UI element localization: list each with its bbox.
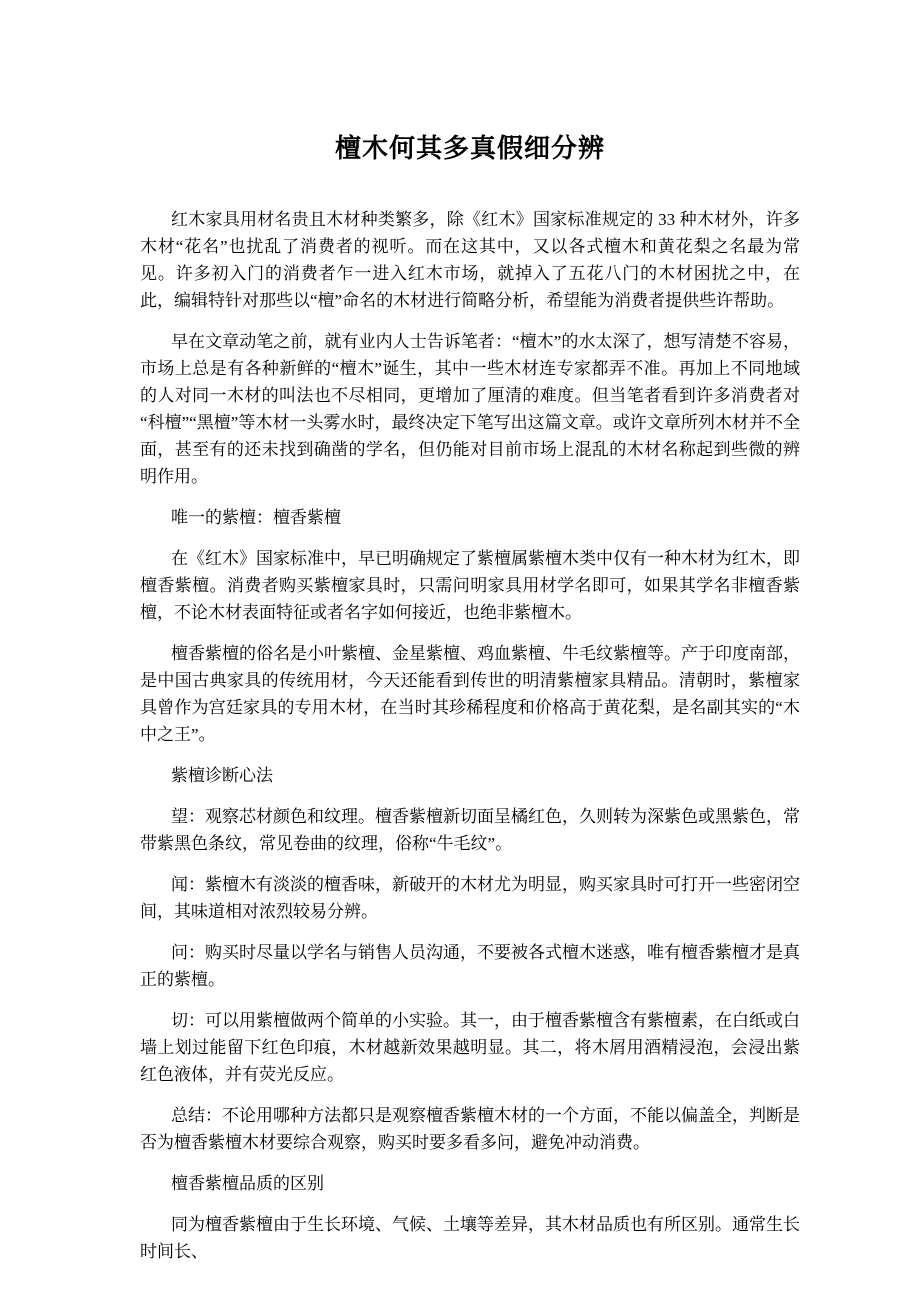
paragraph: 檀香紫檀的俗名是小叶紫檀、金星紫檀、鸡血紫檀、牛毛纹紫檀等。产于印度南部，是中国古典家具的传统用材，今天还能看到传世的明清紫檀家具精品。清朝时，紫檀家具曾作为宫廷家具的专用木材，在当时其珍稀程度和价格高于黄花梨，是名副其实的“木中之王”。 (140, 644, 800, 744)
paragraph: 切：可以用紫檀做两个简单的小实验。其一，由于檀香紫檀含有紫檀素，在白纸或白墙上划过能留下红色印痕，木材越新效果越明显。其二，将木屑用酒精浸泡，会浸出紫红色液体，并有荧光反应。 (140, 1011, 800, 1084)
paragraph: 问：购买时尽量以学名与销售人员沟通，不要被各式檀木迷惑，唯有檀香紫檀才是真正的紫檀。 (140, 943, 800, 989)
paragraph: 早在文章动笔之前，就有业内人士告诉笔者：“檀木”的水太深了，想写清楚不容易，市场上总是有各种新鲜的“檀木”诞生，其中一些木材连专家都弄不准。再加上不同地域的人对同一木材的叫法也不尽相同，更增加了厘清的难度。但当笔者看到许多消费者对“科檀”“黑檀”等木材一头雾水时，最终决定下笔写出这篇文章。或许文章所列木材并不全面，甚至有的还未找到确凿的学名，但仍能对目前市场上混乱的木材名称起到些微的辨明作用。 (140, 332, 800, 486)
paragraph: 闻：紫檀木有淡淡的檀香味，新破开的木材尤为明显，购买家具时可打开一些密闭空间，其味道相对浓烈较易分辨。 (140, 875, 800, 921)
paragraph: 红木家具用材名贵且木材种类繁多，除《红木》国家标准规定的 33 种木材外，许多木材“花名”也扰乱了消费者的视听。而在这其中，又以各式檀木和黄花梨之名最为常见。许多初入门的消费者乍一进入红木市场，就掉入了五花八门的木材困扰之中，在此，编辑特针对那些以“檀”命名的木材进行简略分析，希望能为消费者提供些许帮助。 (140, 210, 800, 310)
section-heading: 紫檀诊断心法 (171, 766, 273, 785)
paragraph: 总结：不论用哪种方法都只是观察檀香紫檀木材的一个方面，不能以偏盖全，判断是否为檀香紫檀木材要综合观察，购买时要多看多问，避免冲动消费。 (140, 1106, 800, 1152)
section-heading: 唯一的紫檀：檀香紫檀 (171, 508, 341, 527)
paragraph: 同为檀香紫檀由于生长环境、气候、土壤等差异，其木材品质也有所区别。通常生长时间长、 (140, 1215, 800, 1261)
paragraph: 望：观察芯材颜色和纹理。檀香紫檀新切面呈橘红色，久则转为深紫色或黑紫色，常带紫黑色条纹，常见卷曲的纹理，俗称“牛毛纹”。 (140, 807, 800, 853)
paragraph: 在《红木》国家标准中，早已明确规定了紫檀属紫檀木类中仅有一种木材为红木，即檀香紫檀。消费者购买紫檀家具时，只需问明家具用材学名即可，如果其学名非檀香紫檀，不论木材表面特征或者名字如何接近，也绝非紫檀木。 (140, 549, 800, 622)
document-title: 檀木何其多真假细分辨 (334, 133, 605, 163)
section-heading: 檀香紫檀品质的区别 (171, 1174, 324, 1193)
